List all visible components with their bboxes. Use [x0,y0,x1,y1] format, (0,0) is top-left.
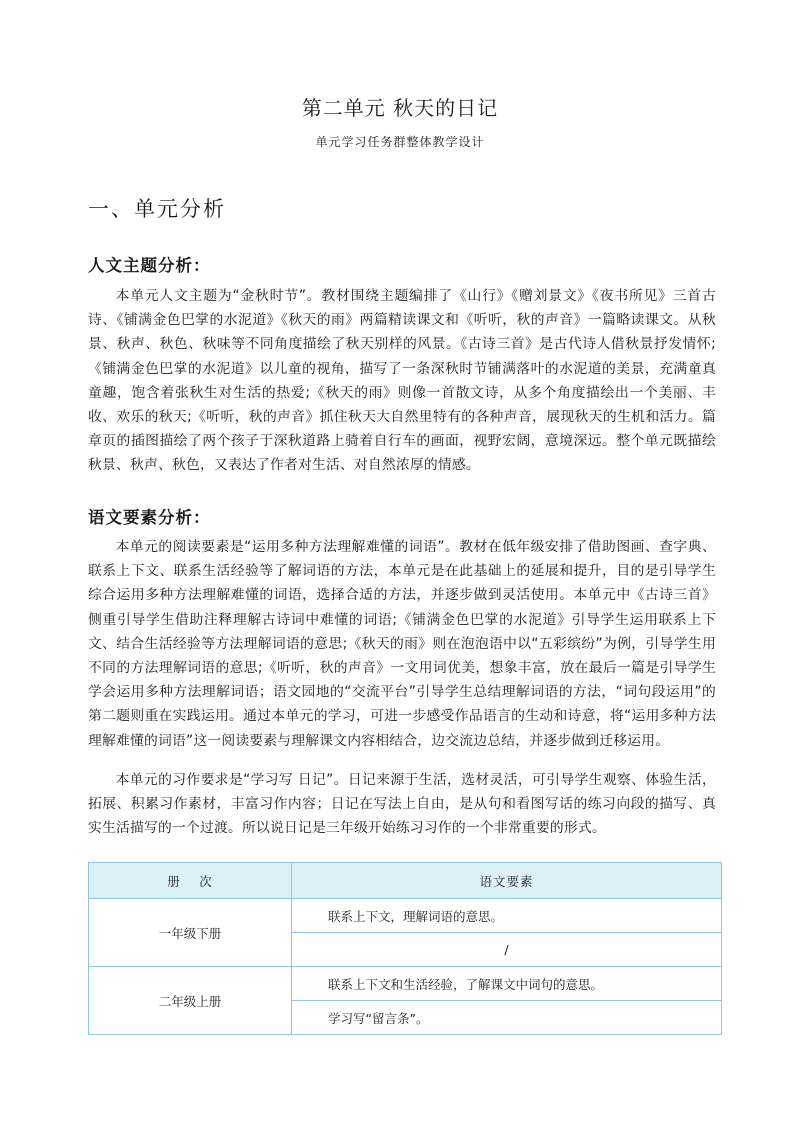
table-cell-element: 联系上下文和生活经验，了解课文中词句的意思。 [292,967,722,1001]
language-elements-table [88,862,722,1035]
table-cell-element: 学习写“留言条”。 [292,1001,722,1035]
table-row [89,967,722,1001]
table-cell-grade: 一年级下册 [89,899,292,967]
document-title: 第二单元 秋天的日记 [301,96,499,120]
table-header-element: 语文要素 [292,863,722,899]
paragraph-humanistic-theme: 本单元人文主题为“金秋时节”。教材围绕主题编排了《山行》《赠刘景文》《夜书所见》三首古诗、《铺满金色巴掌的水泥道》《秋天的雨》两篇精读课文和《听听，秋的声音》一篇略读课文。从秋景、秋声、秋色、秋味等不同角度描绘了秋天别样的风景。《古诗三首》是古代诗人借秋景抒发情怀;《铺满金色巴掌的水泥道》以儿童的视角，描写了一条深秋时节铺满落叶的水泥道的美景，充满童真童趣，饱含着张秋生对生活的热爱;《秋天的雨》则像一首散文诗，从多个角度描绘出一个美丽、丰收、欢乐的秋天;《听听，秋的声音》抓住秋天大自然里特有的各种声音，展现秋天的生机和活力。篇章页的插图描绘了两个孩子于深秋道路上骑着自行车的画面，视野宏阔，意境深远。整个单元既描绘秋景、秋声、秋色，又表达了作者对生活、对自然浓厚的情感。 [88,288,716,474]
paragraph-reading-element: 本单元的阅读要素是“运用多种方法理解难懂的词语”。教材在低年级安排了借助图画、查字典、联系上下文、联系生活经验等了解词语的方法，本单元是在此基础上的延展和提升，目的是引导学生综合运用多种方法理解难懂的词语，选择合适的方法，并逐步做到灵活使用。本单元中《古诗三首》侧重引导学生借助注释理解古诗词中难懂的词语;《铺满金色巴掌的水泥道》引导学生运用联系上下文、结合生活经验等方法理解词语的意思;《秋天的雨》则在泡泡语中以“五彩缤纷”为例，引导学生用不同的方法理解词语的意思;《听听，秋的声音》一文用词优美，想象丰富，放在最后一篇是引导学生学会运用多种方法理解词语；语文园地的“交流平台”引导学生总结理解词语的方法，“词句段运用”的第二题则重在实践运用。通过本单元的学习，可进一步感受作品语言的生动和诗意，将“运用多种方法理解难懂的词语”这一阅读要素与理解课文内容相结合，边交流边总结，并逐步做到迁移运用。 [88,539,716,749]
section-heading-unit-analysis: 一、单元分析 [88,197,226,221]
table-header-row [89,863,722,899]
table-row [89,899,722,933]
heading-humanistic-theme: 人文主题分析： [88,256,211,275]
document-subtitle: 单元学习任务群整体教学设计 [315,135,485,149]
table-cell-grade: 二年级上册 [89,967,292,1035]
table-header-grade: 册 次 [89,863,292,899]
table-cell-element: / [292,933,722,967]
table-cell-element: 联系上下文，理解词语的意思。 [292,899,722,933]
heading-language-elements: 语文要素分析： [88,508,211,527]
paragraph-writing-element: 本单元的习作要求是“学习写 日记”。日记来源于生活，选材灵活，可引导学生观察、体验生活，拓展、积累习作素材，丰富习作内容；日记在写法上自由，是从句和看图写话的练习向段的描写、真实生活描写的一个过渡。所以说日记是三年级开始练习习作的一个非常重要的形式。 [88,772,716,837]
